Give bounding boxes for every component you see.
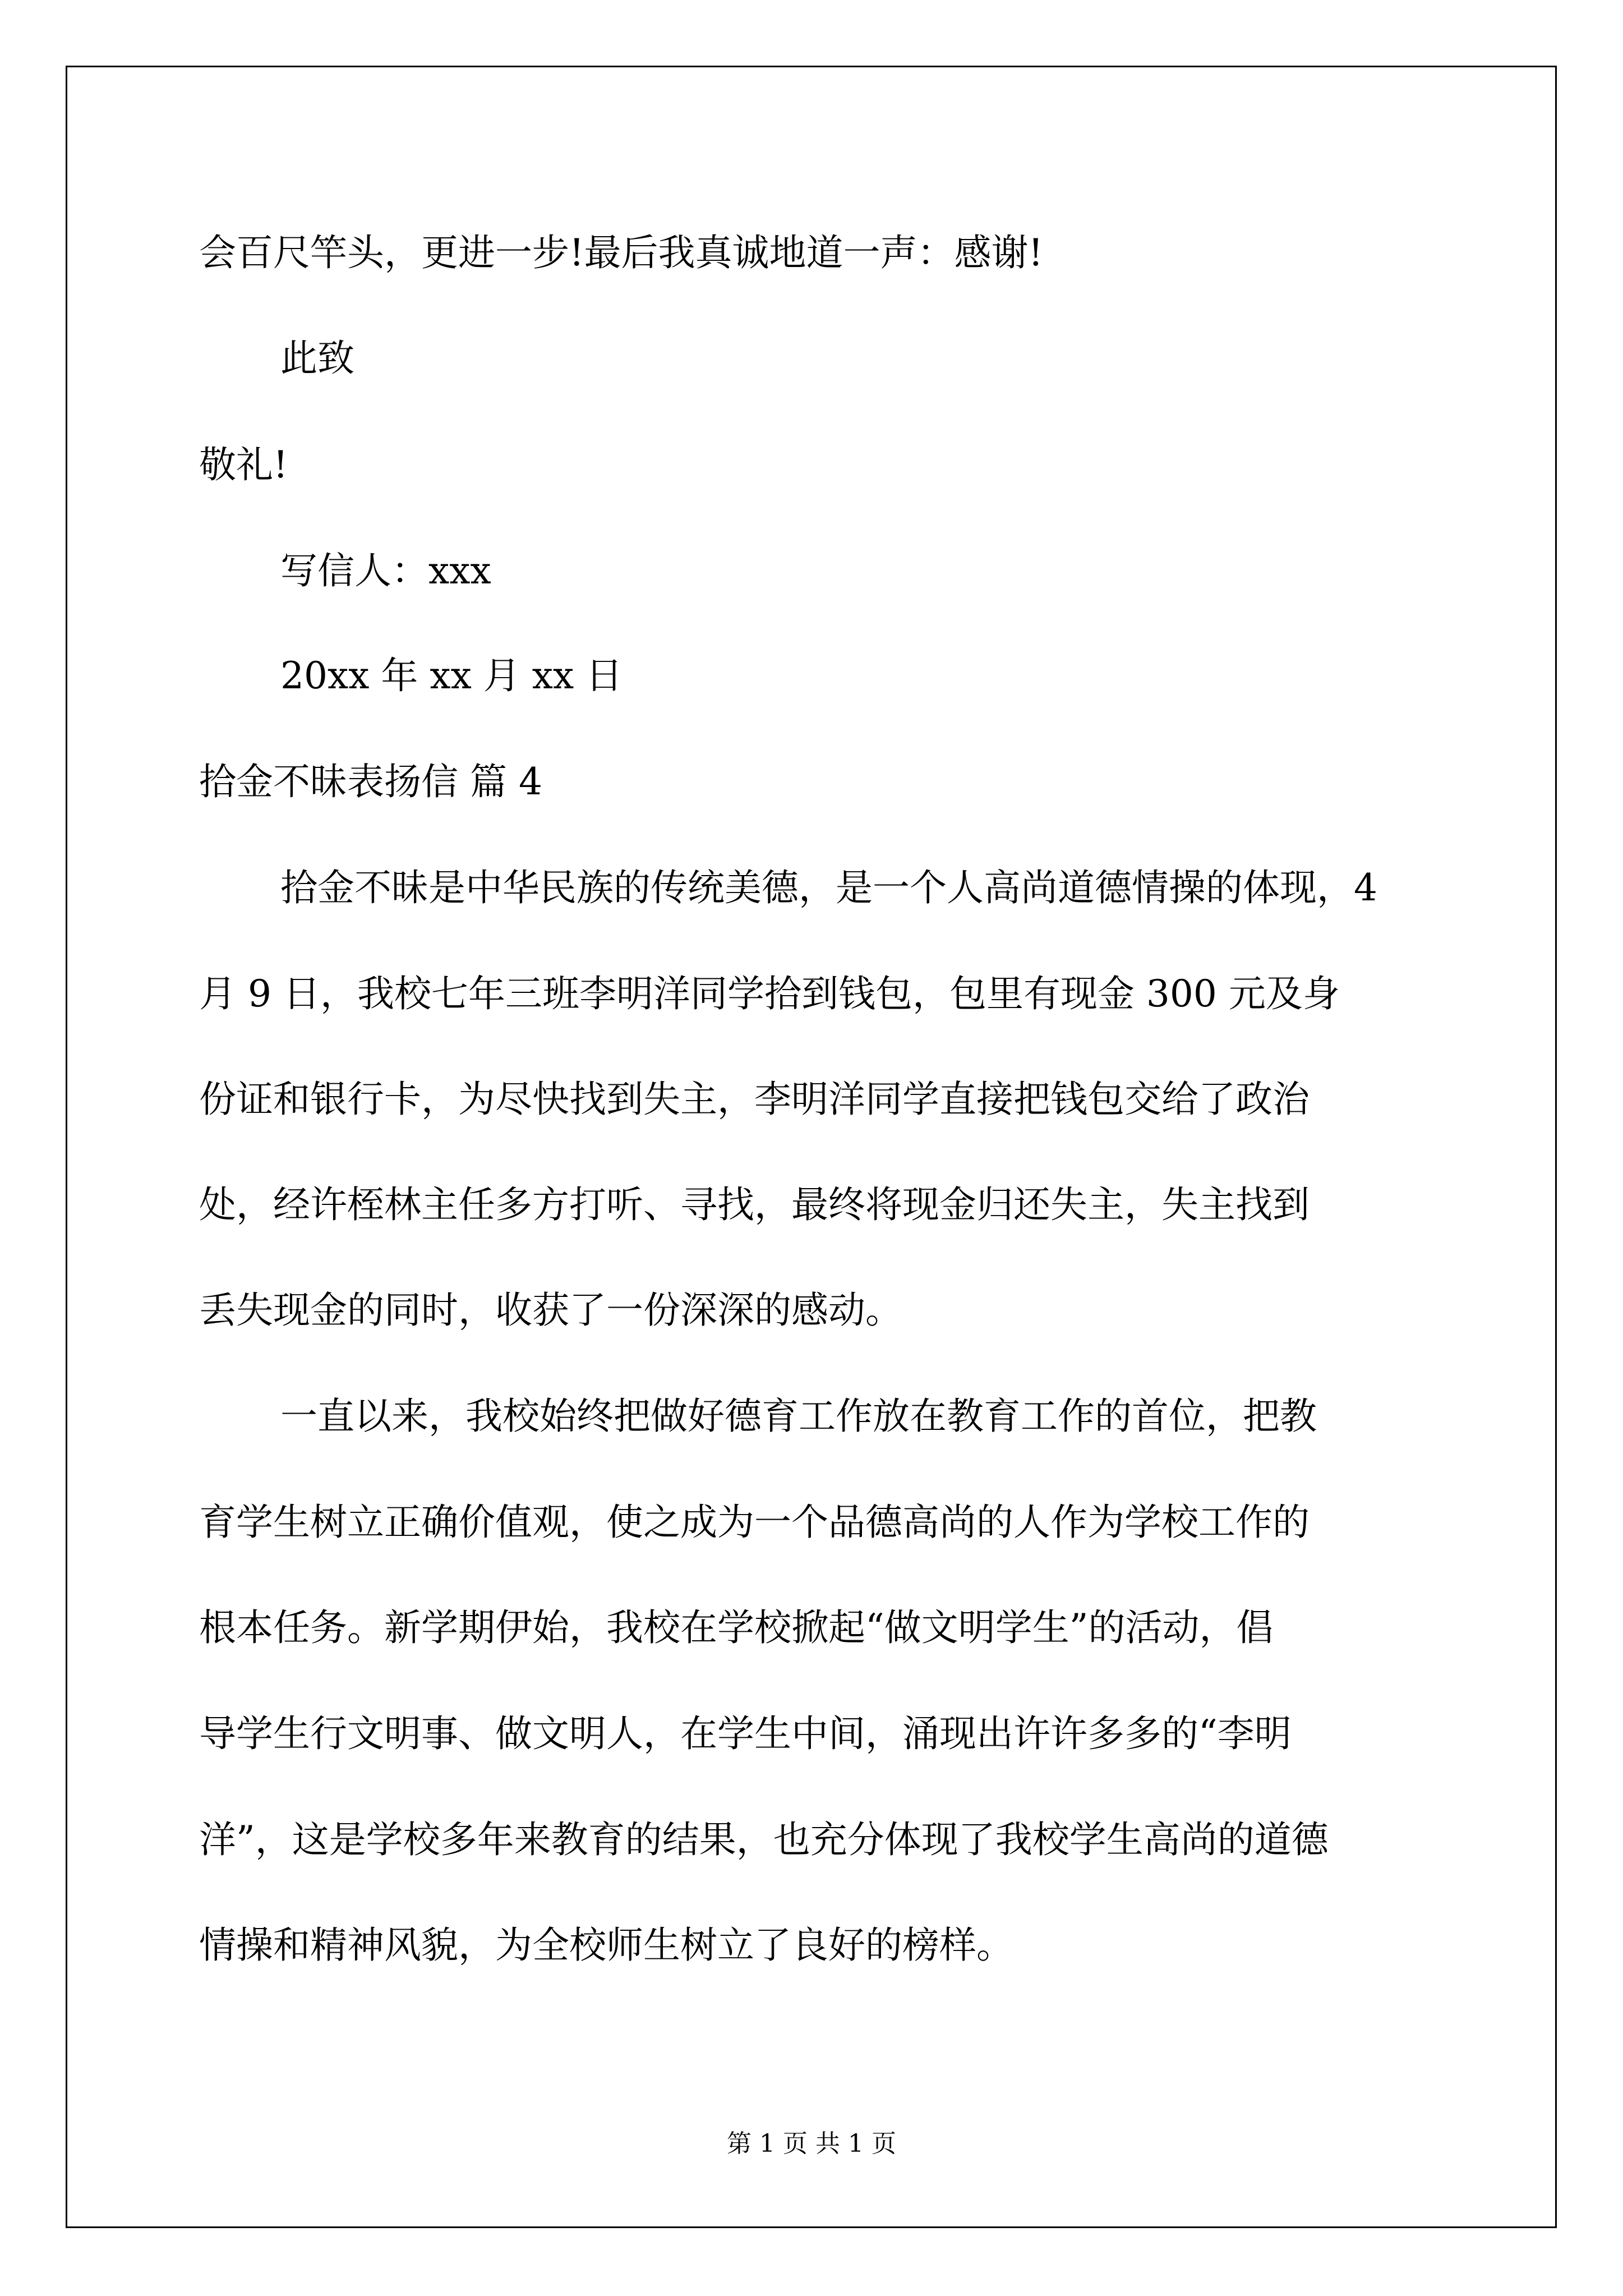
letter-writer: 写信人：xxx xyxy=(280,549,491,592)
section-heading: 拾金不昧表扬信 篇 4 xyxy=(199,760,542,803)
paragraph-2-line-1: 一直以来，我校始终把做好德育工作放在教育工作的首位，把教 xyxy=(280,1395,1317,1438)
paragraph-1-line-1: 拾金不昧是中华民族的传统美德，是一个人高尚道德情操的体现，4 xyxy=(280,866,1377,909)
paragraph-1-line-5: 丢失现金的同时，收获了一份深深的感动。 xyxy=(199,1289,902,1332)
paragraph-1-line-3: 份证和银行卡，为尽快找到失主，李明洋同学直接把钱包交给了政治 xyxy=(199,1078,1310,1121)
paragraph-2-line-5: 洋”，这是学校多年来教育的结果，也充分体现了我校学生高尚的道德 xyxy=(199,1818,1329,1861)
text-line-1: 会百尺竿头，更进一步!最后我真诚地道一声：感谢! xyxy=(199,231,1044,274)
letter-date: 20xx 年 xx 月 xx 日 xyxy=(280,654,623,697)
paragraph-2-line-4: 导学生行文明事、做文明人，在学生中间，涌现出许许多多的“李明 xyxy=(199,1712,1292,1755)
paragraph-2-line-3: 根本任务。新学期伊始，我校在学校掀起“做文明学生”的活动，倡 xyxy=(199,1606,1274,1649)
paragraph-1-line-2: 月 9 日，我校七年三班李明洋同学拾到钱包，包里有现金 300 元及身 xyxy=(199,972,1340,1015)
paragraph-1-line-4: 处，经许桎林主任多方打听、寻找，最终将现金归还失主，失主找到 xyxy=(199,1183,1310,1226)
closing-respect: 敬礼! xyxy=(199,443,288,486)
closing-salutation: 此致 xyxy=(280,337,354,380)
page-border xyxy=(66,66,1557,2228)
paragraph-2-line-2: 育学生树立正确价值观，使之成为一个品德高尚的人作为学校工作的 xyxy=(199,1501,1310,1544)
paragraph-2-line-6: 情操和精神风貌，为全校师生树立了良好的榜样。 xyxy=(199,1924,1013,1967)
page-footer: 第 1 页 共 1 页 xyxy=(727,2129,896,2158)
